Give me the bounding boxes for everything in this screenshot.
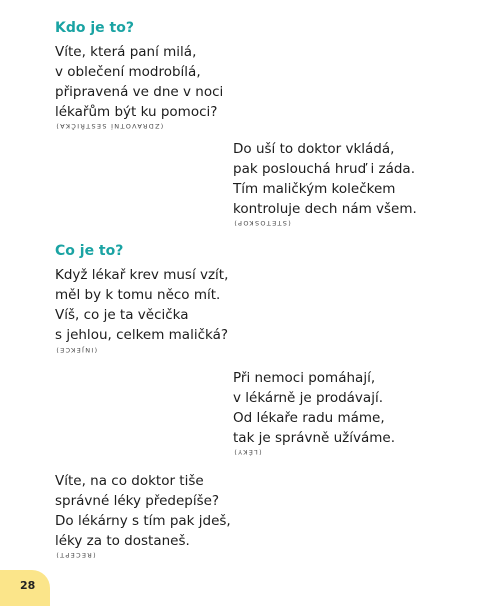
riddle-medicine <box>233 368 395 448</box>
riddle-line: Víte, na co doktor tiše <box>55 473 204 489</box>
riddle-line: Tím maličkým kolečkem <box>233 181 396 197</box>
riddle-line: Víš, co je ta věcička <box>55 307 189 323</box>
riddle-stethoscope <box>233 139 417 219</box>
riddle-answer-injection: (INJEKCE) <box>55 346 98 354</box>
riddle-line: s jehlou, celkem maličká? <box>55 327 229 343</box>
riddle-injection <box>55 265 228 345</box>
riddle-line: pak poslouchá hruď i záda. <box>233 161 415 177</box>
riddle-line: Do lékárny s tím pak jdeš, <box>55 513 231 529</box>
riddle-answer-medicine: (LÉKY) <box>233 448 262 456</box>
riddle-answer-nurse: (ZDRAVOTNÍ SESTŘIČKA) <box>55 122 164 130</box>
section-heading-who: Kdo je to? <box>55 20 134 36</box>
riddle-answer-prescription: (RECEPT) <box>55 551 96 559</box>
riddle-prescription <box>55 471 231 551</box>
riddle-line: správné léky předepíše? <box>55 493 220 509</box>
riddle-line: lékařům být ku pomoci? <box>55 104 218 120</box>
riddle-line: léky za to dostaneš. <box>55 533 190 549</box>
page-number-tab <box>0 570 50 606</box>
riddle-line: Od lékaře radu máme, <box>233 410 385 426</box>
riddle-answer-stethoscope: (STETOSKOP) <box>233 219 291 227</box>
page-number: 28 <box>20 579 36 592</box>
riddle-line: v lékárně je prodávají. <box>233 390 383 406</box>
riddle-line: v oblečení modrobílá, <box>55 64 201 80</box>
riddle-line: tak je správně užíváme. <box>233 430 395 446</box>
riddle-line: připravená ve dne v noci <box>55 84 224 100</box>
riddle-line: Když lékař krev musí vzít, <box>55 267 229 283</box>
riddle-nurse <box>55 42 223 122</box>
riddle-line: Do uší to doktor vkládá, <box>233 141 395 157</box>
riddle-line: měl by k tomu něco mít. <box>55 287 221 303</box>
riddle-line: kontroluje dech nám všem. <box>233 201 417 217</box>
section-heading-what: Co je to? <box>55 243 124 259</box>
riddle-line: Při nemoci pomáhají, <box>233 370 376 386</box>
riddle-line: Víte, která paní milá, <box>55 44 197 60</box>
